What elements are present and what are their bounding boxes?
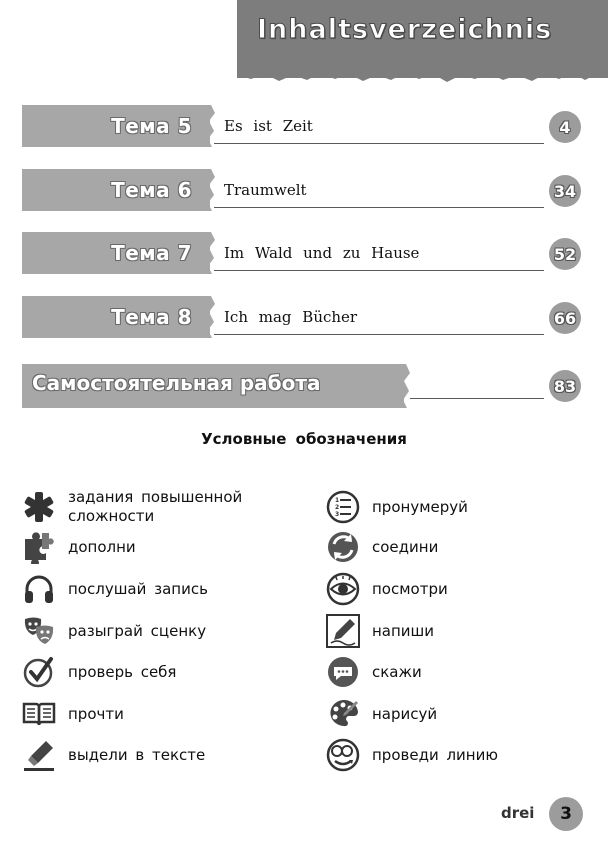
toc-rule [214,334,544,335]
toc-page-badge-1[interactable]: 4 [549,111,581,143]
highlighter-icon [22,738,56,772]
toc-band-edge [205,105,215,147]
svg-text:1: 1 [335,497,340,504]
toc-title-3[interactable]: Im Wald und zu Hause [224,244,420,262]
legend-text: послушай запись [68,580,208,598]
legend-text: скажи [372,663,422,681]
toc-topic-label: Тема 6 [111,178,192,202]
toc-rule [214,207,544,208]
header-torn-edge [237,64,608,84]
puzzle-icon [22,530,56,564]
toc-band-3 [22,232,210,274]
toc-band-2 [22,169,210,211]
legend-text: пронумеруй [372,498,468,516]
toc-band-edge [205,296,215,338]
numbered-list-icon [326,490,360,524]
self-work-page-badge[interactable]: 83 [549,370,581,402]
toc-band-edge [205,232,215,274]
page-title: Inhaltsverzeichnis [257,14,553,45]
palette-icon [326,697,360,731]
self-work-label[interactable]: Самостоятельная работа [32,371,321,395]
legend-text: сложности [68,507,155,525]
svg-text:2: 2 [335,504,340,511]
legend-text: задания повышенной [68,488,243,506]
theater-masks-icon [22,614,56,648]
legend-text: разыграй сценку [68,622,207,640]
checkmark-icon [22,655,56,689]
svg-text:3: 3 [335,511,340,518]
connect-arrows-icon [326,530,360,564]
legend-text: выдели в тексте [68,746,206,764]
speech-bubble-icon [326,655,360,689]
page-number-word: drei [501,804,535,822]
toc-title-4[interactable]: Ich mag Bücher [224,308,358,326]
toc-rule [214,143,544,144]
page-number-badge [549,797,583,831]
pen-writing-icon [326,614,360,648]
page-number: 3 [560,804,572,824]
toc-band-4 [22,296,210,338]
toc-title-1[interactable]: Es ist Zeit [224,117,313,135]
legend-text: прочти [68,705,124,723]
toc-title-2[interactable]: Traumwelt [224,181,307,199]
toc-rule [214,270,544,271]
toc-topic-label: Тема 7 [111,241,192,265]
legend-title: Условные обозначения [201,430,407,448]
asterisk-icon [22,490,56,524]
self-work-band-edge [400,364,410,408]
legend-text: напиши [372,622,435,640]
legend-text: нарисуй [372,705,438,723]
toc-page-badge-2[interactable]: 34 [549,175,581,207]
toc-page-badge-3[interactable]: 52 [549,238,581,270]
toc-topic-label: Тема 8 [111,305,192,329]
legend-text: проведи линию [372,746,498,764]
legend-text: дополни [68,538,136,556]
headphones-icon [22,572,56,606]
legend-text: посмотри [372,580,448,598]
legend-text: соедини [372,538,439,556]
eye-icon [326,572,360,606]
toc-page-badge-4[interactable]: 66 [549,302,581,334]
legend-text: проверь себя [68,663,177,681]
toc-topic-label: Тема 5 [111,114,192,138]
toc-band-edge [205,169,215,211]
open-book-icon [22,697,56,731]
toc-band-1 [22,105,210,147]
draw-line-icon [326,738,360,772]
toc-rule [410,398,544,399]
